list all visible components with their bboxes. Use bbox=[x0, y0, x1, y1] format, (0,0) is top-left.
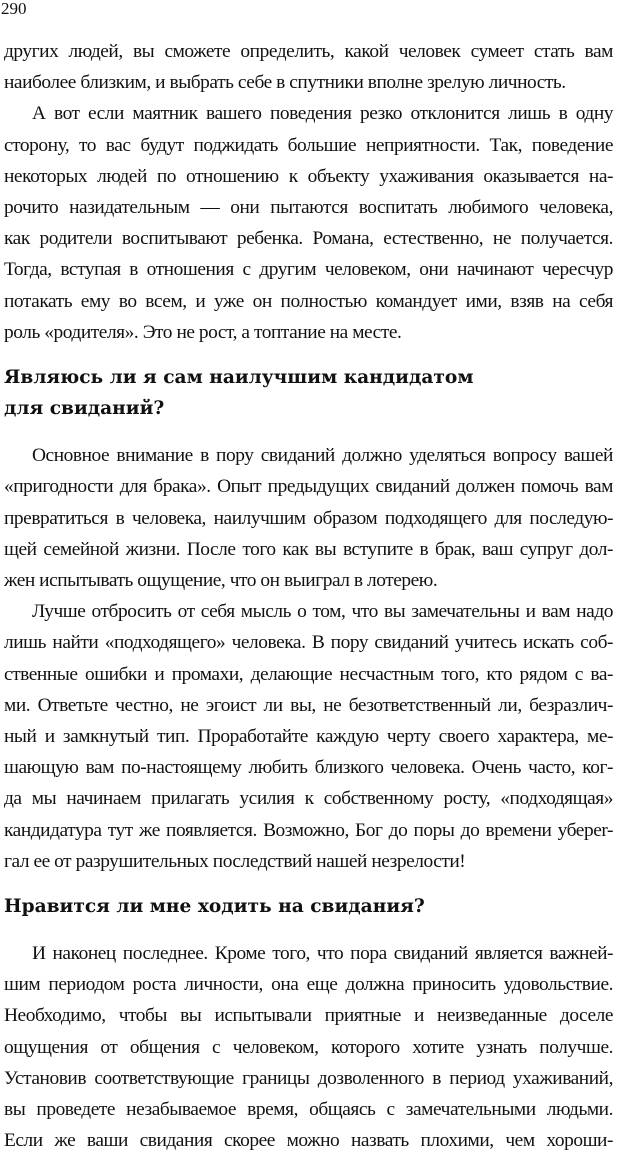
page-number: 290 bbox=[1, 0, 27, 18]
text-line: Тогда, вступая в отношения с другим человеком, они начинают чересчур bbox=[4, 259, 613, 281]
text-line: Лучше отбросить от себя мысль о том, что вы замечательны и вам надо bbox=[32, 601, 613, 623]
text-line: А вот если маятник вашего поведения резко отклонится лишь в одну bbox=[32, 103, 613, 125]
text-line: гал ее от разрушительных последствий нашей незрелости! bbox=[4, 850, 466, 872]
text-line: ный и замкнутый тип. Проработайте каждую черту своего характера, ме- bbox=[4, 725, 613, 747]
paragraph bbox=[4, 98, 613, 348]
text-line: Установив соответствующие границы дозволенного в период ухаживаний, bbox=[4, 1067, 613, 1089]
heading-line: для свиданий? bbox=[4, 398, 165, 420]
text-line: превратиться в человека, наилучшим образом подходящего для последую- bbox=[4, 507, 613, 529]
text-line: ственные ошибки и промахи, делающие несчастным того, кто рядом с ва- bbox=[4, 663, 613, 685]
text-line: вы проведете незабываемое время, общаясь с замечательными людьми. bbox=[4, 1099, 613, 1120]
paragraph bbox=[4, 36, 613, 98]
text-line: рочито назидательным — они пытаются воспитать любимого человека, bbox=[4, 196, 613, 218]
text-line: потакать ему во всем, и уже он полностью командует ими, взяв на себя bbox=[4, 290, 613, 312]
text-line: Необходимо, чтобы вы испытывали приятные и неизведанные доселе bbox=[4, 1005, 613, 1027]
text-line: щей семейной жизни. После того как вы вступите в брак, ваш супруг дол- bbox=[4, 538, 613, 560]
text-line: других людей, вы сможете определить, какой человек сумеет стать вам bbox=[4, 41, 613, 62]
paragraph bbox=[4, 596, 613, 877]
text-line: И наконец последнее. Кроме того, что пора свиданий является важней- bbox=[32, 943, 613, 965]
heading-line: Являюсь ли я сам наилучшим кандидатом bbox=[4, 366, 474, 388]
section-heading bbox=[4, 891, 613, 922]
text-line: кандидатура тут же появляется. Возможно, Бог до поры до времени убереr- bbox=[4, 819, 613, 841]
text-line: некоторых людей по отношению к объекту ухаживания оказывается на- bbox=[4, 165, 613, 187]
text-line: шающую вам по-настоящему любить близкого человека. Очень часто, ког- bbox=[4, 757, 613, 779]
text-line: Если же ваши свидания скорее можно назвать плохими, чем хороши- bbox=[4, 1130, 613, 1152]
text-line: шим периодом роста личности, она еще должна приносить удовольствие. bbox=[4, 974, 613, 996]
section-heading bbox=[4, 362, 613, 424]
text-line: ощущения от общения с человеком, которого хотите узнать получше. bbox=[4, 1036, 613, 1058]
text-line: да мы начинаем прилагать усилия к собственному росту, «подходящая» bbox=[4, 788, 613, 810]
text-line: наиболее близким, и выбрать себе в спутники вполне зрелую личность. bbox=[4, 72, 566, 94]
text-line: как родители воспитывают ребенка. Романа, естественно, не получается. bbox=[4, 228, 613, 250]
text-line: жен испытывать ощущение, что он выиграл в лотерею. bbox=[4, 570, 438, 591]
text-line: Основное внимание в пору свиданий должно уделяться вопросу вашей bbox=[32, 445, 613, 467]
text-line: сторону, то вас будут поджидать большие неприятности. Так, поведение bbox=[4, 134, 613, 156]
page-text bbox=[4, 36, 613, 1156]
text-line: роль «родителя». Это не рост, а топтание на месте. bbox=[4, 321, 402, 343]
heading-line: Нравится ли мне ходить на свидания? bbox=[4, 895, 425, 917]
paragraph bbox=[4, 938, 613, 1156]
text-line: ми. Ответьте честно, не эгоист ли вы, не безответственный ли, безразлич- bbox=[4, 694, 613, 716]
paragraph bbox=[4, 440, 613, 596]
text-line: лишь найти «подходящего» человека. В пору свиданий учитесь искать соб- bbox=[4, 632, 613, 654]
text-line: «пригодности для брака». Опыт предыдущих свиданий должен помочь вам bbox=[4, 476, 613, 498]
